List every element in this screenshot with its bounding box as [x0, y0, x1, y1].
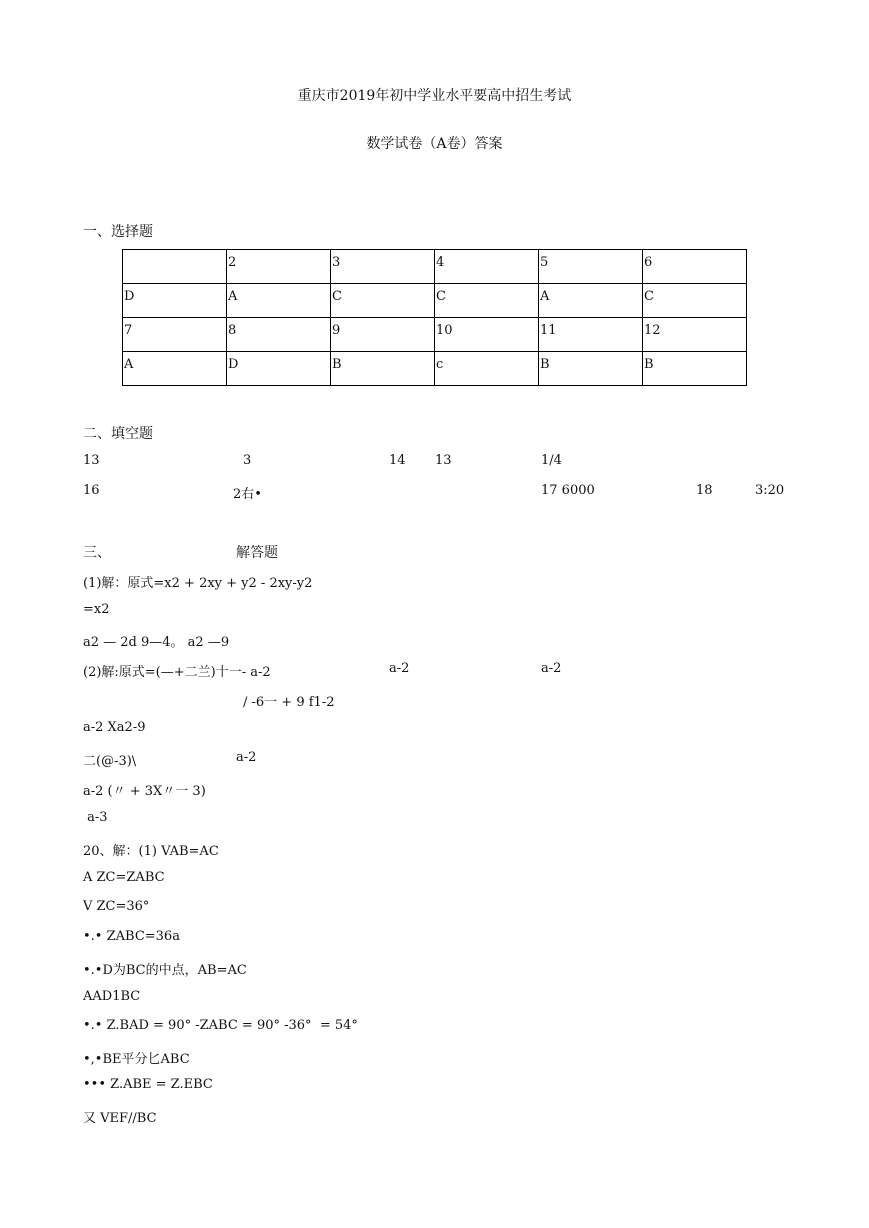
solution-line: •,•BE平分匕ABC [83, 1052, 190, 1067]
table-cell: A [123, 352, 227, 386]
table-cell: 8 [227, 318, 331, 352]
table-cell: c [435, 352, 539, 386]
table-cell [123, 250, 227, 284]
table-row [123, 284, 747, 318]
solution-line: •.• ZABC=36a [83, 929, 180, 944]
table-cell: 7 [123, 318, 227, 352]
table-cell: B [331, 352, 435, 386]
solution-line: 又 VEF//BC [83, 1111, 157, 1126]
exam-subtitle: 数学试卷（A卷）答案 [366, 136, 503, 152]
table-cell: A [227, 284, 331, 318]
solution-line: (2)解:原式=(—+二兰)十一- a-2 [83, 665, 271, 680]
table-row [123, 250, 747, 284]
table-cell: D [123, 284, 227, 318]
table-cell: 6 [643, 250, 747, 284]
table-cell: 4 [435, 250, 539, 284]
solution-line: a-2 [389, 661, 410, 676]
table-cell: A [539, 284, 643, 318]
table-cell: C [643, 284, 747, 318]
table-cell: 10 [435, 318, 539, 352]
solution-line: a-2 [236, 750, 257, 765]
table-cell: 12 [643, 318, 747, 352]
fill-answer: 16 [83, 483, 100, 498]
answer-table [122, 249, 747, 386]
table-cell: 3 [331, 250, 435, 284]
solution-line: ••• Z.ABE = Z.EBC [83, 1077, 213, 1092]
table-row [123, 352, 747, 386]
solution-line: a-3 [83, 810, 108, 825]
table-cell: C [331, 284, 435, 318]
solution-line: V ZC=36° [83, 899, 150, 914]
fill-answer: 18 [696, 483, 713, 498]
fill-answer: 13 [83, 453, 100, 468]
fill-answer: 13 [435, 453, 452, 468]
fill-answer: 17 6000 [541, 483, 595, 498]
exam-title: 重庆市2019年初中学业水平要高中招生考试 [297, 88, 572, 104]
fill-answer: 14 [389, 453, 406, 468]
fill-answer: 1/4 [541, 453, 562, 468]
solution-line: / -6一 + 9 f1-2 [243, 695, 335, 710]
solution-line: 20、解：(1) VAB=AC [83, 844, 219, 859]
section-heading-choice: 一、选择题 [83, 224, 153, 240]
solution-line: a-2 (〃 + 3X〃一 3) [83, 784, 206, 799]
table-cell: 5 [539, 250, 643, 284]
solution-line: a-2 [541, 661, 562, 676]
fill-answer: 3 [243, 453, 252, 468]
table-cell: 9 [331, 318, 435, 352]
table-row [123, 318, 747, 352]
table-cell: 11 [539, 318, 643, 352]
section-heading-solve-prefix: 三、 [83, 545, 111, 561]
table-cell: 2 [227, 250, 331, 284]
section-heading-solve: 解答题 [236, 545, 278, 561]
table-cell: C [435, 284, 539, 318]
fill-answer: 3:20 [755, 483, 785, 498]
table-cell: B [539, 352, 643, 386]
solution-line: •.• Z.BAD = 90° -ZABC = 90° -36° = 54° [83, 1018, 358, 1033]
section-heading-fill: 二、填空题 [83, 426, 153, 442]
solution-line: a-2 Xa2-9 [83, 720, 146, 735]
table-cell: B [643, 352, 747, 386]
solution-line: a2 — 2d 9—4。 a2 —9 [83, 635, 230, 650]
solution-line: (1)解：原式=x2 + 2xy + y2 - 2xy-y2 [83, 576, 313, 591]
table-cell: D [227, 352, 331, 386]
solution-line: •.•D为BC的中点，AB=AC [83, 963, 247, 978]
fill-answer: 2右• [233, 487, 262, 502]
solution-line: A ZC=ZABC [83, 870, 165, 885]
solution-line: =x2 [83, 602, 110, 617]
solution-line: 二(@-3)\ [83, 754, 137, 769]
solution-line: AAD1BC [83, 989, 141, 1004]
